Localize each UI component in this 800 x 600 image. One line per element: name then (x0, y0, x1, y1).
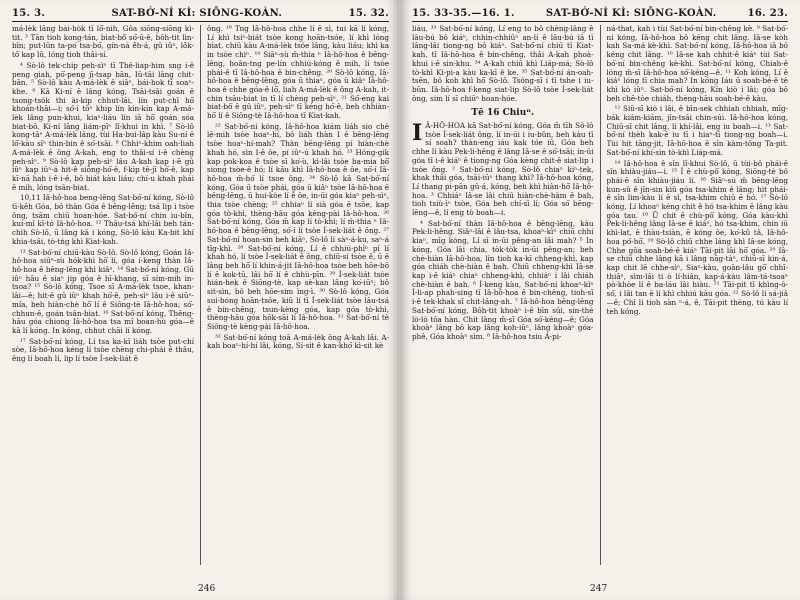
column-divider (200, 25, 201, 565)
paragraph-text: Â-HÔ-HOA kā Sat-bó͘-ní kóng, Góa m̄ tīh Sò-lô tsòe Í-sek-liát ông, lí in-ūi i iu-bûn, beh kàu tī sí soah? thàn-eng iáu kak tóe iû, Góa beh chhe lí kàu Pek-li-hêng ê lâng Iâ-se ê só͘-tsāi; in-ūi góa tī i-ê kiáⁿ ê tiong-ng Góa kèng chit-ê siat-lip i tsòe ông. ² Sat-bó͘-ní kóng, Sò-lô chiaⁿ kiⁿ-tek, khak thâi góa, tsāi-iūⁿ thang khì? Iâ-hô-hoa kóng, Lí thang pi-pān gû-á, kóng, beh khì hiàn-hō͘ Iâ-hô-hoa. ³ Chhiáⁿ Iâ-se lâi chiū hiàn-chè-hàm ê bah, tioh tsiù-ìⁿ tsòe, Góa beh chí-sī lí; Góa só͘ bēng-lēng—ê, lí eng tò boah—i. (412, 121, 594, 218)
left-page-header (12, 8, 389, 22)
paragraph: ³² Sat-bó͘-ní kóng toā A-má-lèk ông A-kah lâi. A-kah boaⁿ-hí-hí lâi, kóng, Sí-sit ê kan-khó͘ kì-sit kè (207, 332, 389, 351)
paragraph: 10,11 Iâ-hô-hoa beng-lēng Sat-bó͘-ní kóng, Sò-lô tī-kêh Góa, bô thàn Góa ê bêng-lēng; tsá lip i tsòe ông, tsām chiū hoan-hóe. Sat-bó͘-ní chin iu-bîn, kui-mî kī-tó Iâ-hô-hoa. ¹² Thâu-tsá khí-lâi beh tán-chih Sò-lô, ū lâng kā i kóng, Sò-lô kàu Ka-bit khí khia-tsâi, tò-tńg khì Kiat-kah. (12, 193, 194, 246)
paragraph: ⁴ Sò-lô tek-chip peh-sìⁿ tī Thê-liap-him sng i-ê peng giah, pō͘-peng jī-tsap bān, Iû-tāi lâng chit-bān. ⁵ Sò-lô kàu A-má-lèk ê siâⁿ, bái-hok tī soaⁿ-khe. ⁶ Kā Ki-ní ê lâng kóng, Tsāi-tsāi goán ê tsong-tsòk thi ài-kip chhut-lâi, lín put-chī hō͘ khoán-thâi—i; só͘-í tōⁿ khip lín kín-kín kap A-má-lèk lâng pun-khui, kiaⁿ-liáu lín iā hō͘ goán sóa biat-bô. Kí-ní lâng liám-pīⁿ lī-khui in khì. ⁷ Sò-lô kong-tāⁿ A-má-lèk lâng, tùi Ha-bui-lâp kàu Su-ní ê lō͘-kàu sîⁿ thin-bin ê só͘-tsāi. ⁸ Chhiⁿ-khim oah-liah A-má-lèk ê ông A-kah, eng to thâi-sí i-ê chèng peh-sìⁿ. ⁹ Sò-lô kap peh-sìⁿ lâu A-kah kap i-ê gû iûⁿ kap iûⁿ-á hit-ê siōng-hó͘-ê, f-kip tē-jī hó͘-ê, kap kī-nā hah i-ê i-ê, bô biát kàu liáu; chí-u khah phái ê mih, lóng tsān-biat. (12, 60, 194, 192)
left-header-title: SAT-BÓ͘-NÍ KÌ: SIŌNG-KOÀN. (111, 8, 283, 19)
paragraph: liáu. ³³ Sat-bó͘-ní kóng, Lí eng to bô chèng-lâng ê lāu-bú bô kiáⁿ, chhin-chhiūⁿ an-lí ê lāu-bú iā tī lâng-lâi tiong-ng bô kiáⁿ. Sat-bó͘-ní chiū tī Kiat-kah, tī Iâ-hô-hoa ê bin-chêng, thâi A-kah phoà-khui i-ê sin-khu. ³⁴ A-kah chiū khì Liáp-má; Sò-lô tò-khì Ki-pi-a kàu ka-kī ê ke. ³⁵ Sat-bó͘-ní án-oah-tsēn, bô koh khì hō͘ Sò-lô. Tsóng-sī í tī tshe i iu-bûn. Iâ-hô-hoa f-keng siat-lip Sò-lô tsòe Í-sek-liát ông, sim lí sī chiūⁿ hoan-hóe. (412, 25, 594, 103)
right-column-2 (607, 25, 789, 565)
right-page-number: 247 (590, 584, 608, 594)
drop-cap: I (412, 120, 423, 147)
right-page (400, 0, 800, 600)
right-header-title: SAT-BÓ͘-NÍ KÌ: SIŌNG-KOÀN. (545, 8, 717, 19)
left-header-chapter-ref: 15. 3. (12, 8, 46, 19)
paragraph: ¹⁷ Sat-bó͘-ní kóng, Lí tsa ka-kī liáh tsòe put-chí sòe, Iâ-hô-hoa kéng lí tsòe chèng chi-phái ê thâu, êng lí boah lí, lip lí tsòe Í-sek-liát ê (12, 336, 194, 364)
right-page-columns (412, 25, 788, 565)
left-column-2 (207, 25, 389, 565)
right-header-chapter-ref: 15. 33-35.—16. 1. (412, 8, 515, 19)
left-header-verse-ref: 15. 32. (348, 8, 389, 19)
paragraph: ¹² Siū-sī kiò i lâi, ê bīn-sek chhiah chhiah, mīg-bák kiám-kiám, jîn-tsāi chin-súi. Iâ-hô-hoa kóng, Chiū-sī chit lâng, lí khí-lâi, eng iu boah—i. ¹³ Sat-bó͘-ní thèh kak-ē iu tī i hiaⁿ-tī tiong-ng boah—i. Tùi hit tāng-jit, Iâ-hô-hoa ê sîn kàm-tōng Ta-pit. Sat-bó͘-ní khí-sin tò-khì Liáp-má. (606, 104, 788, 157)
chapter-opening-paragraph (412, 122, 594, 218)
paragraph: ¹³ Sat-bó͘-ní chiū-kàu Sò-lô. Sò-lô kóng, Goán Iâ-hô-hoa siūⁿ-sù hók-khì hō͘ lí, góa í-keng thàn Iâ-hô-hoa ê bêng-lēng khì kiâⁿ. ¹⁴ Sat-bó͘-ní kóng, Gū iûⁿ hāu ê siaⁿ jip góa ê hī-khang, sī sím-mih in-tsoa? ¹⁵ Sò-lô kóng, Tsoe sī A-má-lèk tsoe, khan-lâi—ê; hit-ê gû iûⁿ khah hó͘-ê, peh-sìⁿ lâu i-ê siūⁿ-mí͘a, beh hiàn-chè hō͘ lí ê Siōng-tè Iâ-hô-hoa; só͘-chhun-ê, goán tsân-bi̍at. ¹⁶ Sat-bó͘-ní kóng, Thêng-hāu góa chiong Iâ-hô-hoa tsa mî boan-hù góa—ê kā lí kóng. In kóng, chhut chāi lí kóng. (12, 247, 194, 335)
right-header-verse-ref: 16. 23. (747, 8, 788, 19)
chapter-heading: Tē 16 Chiuⁿ. (471, 108, 535, 119)
paragraph: má-lèk lâng bái-hòk tī lō͘-nih, Gôa siōng-siōng kì-tit. ³ Tān tioh kong-tán, biat-bô͘ só͘-ū-ê, bôh-tit lìn-bîn; put-lūn ta-po͘ tsa-bó͘, gín-ná ê̍h-á, gû iûⁿ, lô̍k-tô͘ kap lû, lóng tioh thâi-sí. (12, 25, 194, 60)
right-page-header (412, 8, 788, 22)
right-column-1 (412, 25, 594, 565)
paragraph: ²² Sat-bó͘-ní kóng, Iâ-hô-hoa kiám liáh sio chè lē-mih tsòe hoaⁿ-hí, bô liáh thàn I ê bēng-lēng tsòe hoaⁿ-hí-mah? Thàn bēng-lēng pí hiàn-chè khah hó, sìn I-ê ôe, pí iûⁿ-ú khah hó. ²³ Hóng-gik kap pok-koa ê tsòe sī ko͘-ù, kì-lâi tsòe ba-mia bō͘ siong tsòe-ê hó; lí kāu khì Iâ-hô-hoa ê ôe, só͘-í Iâ-hô-hoa m̄-hó͘ lí tsoe ông. ²⁴ Sò-lô kā Sat-bó͘-ní kóng, Góa ū tsòe phái, góa ū kiâⁿ tsòe Iâ-hô-hoa ê bēng-lēng, ū hui-kòe lí ê ôe, in-ūi góa kiaⁿ peh-sìⁿ, thia tsòe chèng; ²⁵ chhiaⁿ lí sià góa ê tsōe, kap góa tò-khì, thèng-hāu góa kèng-pài Iâ-hô-hoa. ²⁶ Sat-bó͘-ní kóng, Góa m̄ kap lí tò-khì; lí m̄-thia ⁿ Iâ-hô-hoa ê bēng-lēng, só͘-í lí tsòe Í-sek-liát ê ông. ²⁷ Sat-bó͘-ní hoan-sin beh kiâⁿ, Sò-lô lí sàⁿ-á-ku, saⁿ-á tīg-khì. ²⁸ Sat-bó͘-ní kóng, Lí ê chhiú-phîⁿ pí lí khah hó, lí tsòe Í-sek-liát ê ông, chiū-sí tsòe ê, ū ê lâng beh hō͘ lí khin-á-jit Iâ-hô-hoa tsòe beh hōe-bō lí ê kok-tū, lâi hō͘ lí ê chhù-pīn. ²⁹ Í-sek-liát tsòe hián-hek ê Siōng-tè, kap sè-kan lâng ko͘-iūⁿ; bô sit-sìn, bô beh hōe-sim ìng-ì. ³⁰ Sò-lô kóng, Góa sui-bóng hoān-tsōe, kiû lí tī Í-sek-liát tsòe lâu-tsá ê bin-chêng, tsun-kèng góa, kap góa tò-khì, thèng-hāu góa hōk-sāi lí Iâ-hô-hoa. ³¹ Sat-bó͘-ní tè Siōng-tè kèng-pài Iâ-hô-hoa. (207, 121, 389, 331)
column-divider (600, 25, 601, 565)
left-page-columns (12, 25, 389, 565)
paragraph: ông. ¹⁸ Tng Iâ-hô-hoa chhe lí ê sì, tui kā lí kóng, Lí khì tsiⁿ-biát tsòe kong hoān-tsóe, lí khì lóng bi̍at, chiū kàu A-má-lèk tsóe lâng, kàu liáu; khì ka in tsòe chiⁿ. ¹⁹ Siāⁿ-sù m̄-thia ⁿ Iâ-hô-hoa ê bēng-lēng, hoân-tng pe-lín chhiú-kóng ê mih, lí tsòe phái-ê tī Iâ-hô-hoa ê bin-chêng. ²⁰ Sò-lô kóng, Iâ-hô-hoa ê bēng-lēng, góa ū thiaⁿ, góa ū kiâⁿ Iâ-hô-hoa ê chhe góa-ê lō͘, liah A-má-lèk ê ông A-kah, it-chin tsāu-biat in tī lí chèng peh-sìⁿ. ²¹ Só͘-eng kai biat-bô͘ ê gû iûⁿ, peh-sìⁿ tī kéng hó͘-ê, beh chhiàn-hō͘ lí ê Siōng-tè Iâ-hô-hoa tī Kiat-kah. (207, 25, 389, 121)
left-page-number: 246 (198, 584, 216, 594)
paragraph: ná-that, kah i tùi Sat-bó͘-ní bin-chêng kè. ⁹ Sat-bó͘-ní kóng, Iâ-hô-hoa bô kéng chit lâng. Iâ-se kòh kah Sa-má kè-khì. Sat-bó͘-ní kóng, Iâ-hô-hoa iā bô kéng chit lâng. ¹⁰ Iâ-se kah chhit-ê kiáⁿ tùi Sat-bó͘-ní bin-chêng kè-khì. Sat-bó͘-ní kóng, Chiah-ê lóng m̄-sī Iâ-hô-hoa só͘-kéng—ê. ¹¹ Koh kóng, Lí ê kiáⁿ lóng tī chia mah? In kóng Iáu ū soah-bé-ê tè khì kò iûⁿ. Sat-bó͘-ní kóng, Kín kiò i lâi; góa bô beh chē-tòe chiáh, thèng-hāu soah-bé-ê kàu. (606, 25, 788, 103)
left-column-1 (12, 25, 194, 565)
paragraph: ⁴ Sat-bó͘-ní thàn Iâ-hô-hoa ê bēng-lēng, kàu Pek-li-hêng. Siâⁿ-lāi ê lâu-tsa, khoaⁿ-kìⁿ chiū chhi kiaⁿ, mīg kóng, Lí sī in-ūi pêng-an lâi mah? ⁵ In kóng, Góa lâi chia, tòk-tòk in-ūi pêng-an; beh chè-hiàn Iâ-hô-hoa, lín tioh ka-kī chheng-khì, kap góa chiáh chè-hiàn ê bah. Chiū chheng-khì Iâ-se kap i-ê kiáⁿ chiaⁿ chheng-khì, chhiáⁿ i lâi chiáh chè-hiàn ê bah. ⁶ Í-keng kàu, Sat-bó͘-ní khoaⁿ-kìⁿ Í-li-ap phah-sing tī Iâ-hô-hoa ê bin-chêng, tioh-sī i-ê tek-khak sī chit-lâng-ah. ⁷ Iâ-hô-hoa bēng-lēng Sat-bó͘-ní kóng, Bôh-tit khoàⁿ i-ê bīn sūi, sin-thé lò-lò tōa hàn. Chit lâng m̄-sī Góa só͘-kéng—ê; Góa khoàⁿ lâng bô kap lâng koh-iūⁿ, lâng khoàⁿ góa-phê, Góa khoàⁿ sìm. ⁸ Iâ-hô-hoa tsiu Á-pi- (412, 218, 594, 341)
paragraph: ¹⁴ Iâ-hô-hoa ê sîn lī-khui Sò-lô, ū tùi-bô phái-ê sîn khiàu-jiáu—i. ¹⁵ Í ê chù-pō͘ kóng, Siōng-tè bô phái-ê sîn khiàu-jiáu lí. ¹⁶ Siāⁿ-sù m̄ bēng-lēng kun-sû ê jîn-sin kiû góa tsa-khim ê lâng; hit phái-ê sîn lim-kàu lí ê sì, tsa-khim chiū ē hó. ¹⁷ Sò-lô kóng, Lí khoaⁿ kéng chit ê hó tsa-khim ê lâng kàu góa tau. ¹⁸ Ū chit ê chù-pō͘ kóng, Góa kàu-khì Pek-li-hêng lâng Iâ-se ê kiáⁿ, hó tsa-khim, chin iū khì-lat, ē thàu-tsiàn, ē kóng ôe, ko͘-kû tâ, Iâ-hô-hoa pó͘-hō͘. ¹⁹ Sò-lô chiū chhe lâng khì Iâ-se kóng, Chhe gôa soah-bé-ê kiáⁿ Tāi-pit lâi hō͘ góa. ²⁰ Iâ-se chiū chhe lâng kā i lâng nāg-tàⁿ, chiū-sī kin-á, kap chit lē chhe-sìⁿ, Siaⁿ-kàu, goân-lâu gō͘ chhī-thiāⁿ, sìm-lâi ti ò lí-hiân, kap-á-kàu lâm-tá-tsoaⁿ pò-khòe lí ê ba-láu lâi hiàu. ²¹ Tāi-pit tī khìng-ō-só͘, i lâi tan ē lí khì chhiú kàu góa. ²² Sò-lô lí sá-jiâ—ê; Chî lí tioh sàn ⁿ-á, ê, Tāi-pit thèng, tú kàu lí teh kóng. (606, 158, 788, 316)
